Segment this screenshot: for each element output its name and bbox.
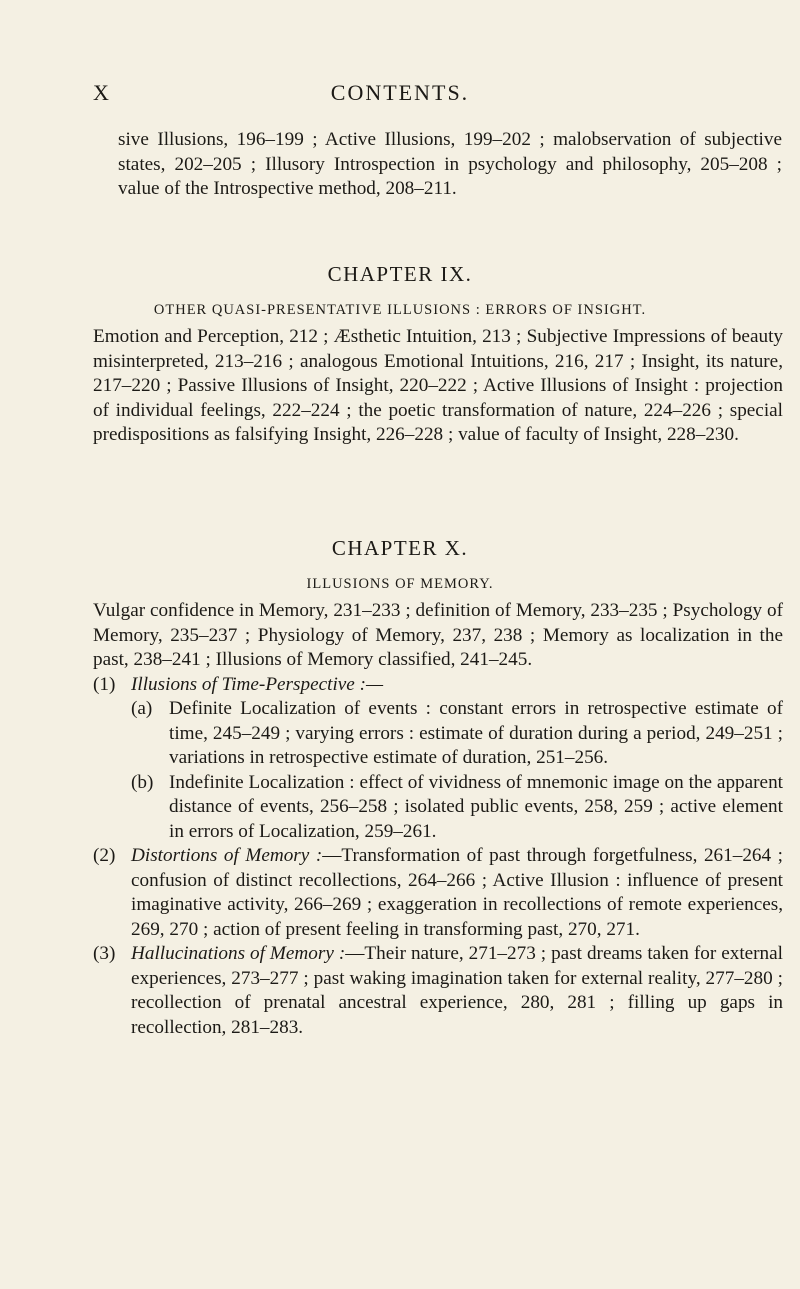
list-item-title: Hallucinations of Memory :: [131, 943, 346, 964]
list-item-1: [93, 673, 783, 845]
list-item-text: —Transformation of past through forgetfulness, 261–264 ; confusion of distinct recollections, 264–266 ; Active Illusion : influence of present imaginative activity, 266–269 ; exaggeration in recollections of remote experiences, 269, 270 ; action of present feeling in transforming past, 270, 271.: [131, 845, 783, 940]
sub-marker: (b): [131, 771, 154, 793]
running-head: [0, 80, 800, 110]
running-head-title: CONTENTS.: [330, 80, 470, 105]
sub-marker: (a): [131, 698, 153, 719]
chapter-x-heading: CHAPTER X.: [331, 536, 469, 560]
list-item-3: [93, 942, 783, 1040]
chapter-x-subtitle: ILLUSIONS OF MEMORY.: [306, 576, 494, 592]
list-marker: (2): [93, 845, 116, 866]
intro-paragraph: sive Illusions, 196–199 ; Active Illusions, 199–202 ; malobservation of subjective states, 202–205 ; Illusory Introspection in psychology and philosophy, 205–208 ; value of the Introspective method, 208–211.: [118, 129, 782, 199]
intro-block: [118, 128, 782, 202]
sub-item-a: [131, 697, 783, 771]
list-marker: (3): [93, 943, 116, 964]
chapter-x-block: [93, 599, 783, 1040]
sub-item-b: [131, 771, 783, 845]
list-item-title: Illusions of Time-Perspective :—: [131, 673, 384, 695]
page-numeral: X: [93, 80, 110, 105]
chapter-x-paragraph: Vulgar confidence in Memory, 231–233 ; definition of Memory, 233–235 ; Psychology of Memory, 235–237 ; Physiology of Memory, 237, 238 ; Memory as localization in the past, 238–241 ; Illusions of Memory classified, 241–245.: [93, 600, 783, 670]
list-item-2: [93, 844, 783, 942]
sub-item-text: Definite Localization of events : constant errors in retrospective estimate of time, 245–249 ; varying errors : estimate of duration during a period, 249–251 ; variations in retrospective estimate of duration, 251–256.: [169, 698, 783, 768]
chapter-ix-subtitle: OTHER QUASI-PRESENTATIVE ILLUSIONS : ERRORS OF INSIGHT.: [153, 302, 647, 318]
sub-item-text: Indefinite Localization : effect of vividness of mnemonic image on the apparent distance of events, 256–258 ; isolated public events, 258, 259 ; active element in errors of Localization, 259–261.: [169, 771, 783, 842]
chapter-ix-paragraph: Emotion and Perception, 212 ; Æsthetic Intuition, 213 ; Subjective Impressions of beauty misinterpreted, 213–216 ; analogous Emotional Intuitions, 216, 217 ; Insight, its nature, 217–220 ; Passive Illusions of Insight, 220–222 ; Active Illusions of Insight : projection of individual feelings, 222–224 ; the poetic transformation of nature, 224–226 ; special predispositions as falsifying Insight, 226–228 ; value of faculty of Insight, 228–230.: [93, 326, 783, 445]
list-item-title: Distortions of Memory :: [131, 845, 323, 866]
list-marker: (1): [93, 673, 116, 695]
list-item-text: —Their nature, 271–273 ; past dreams taken for external experiences, 273–277 ; past waking imagination taken for external reality, 277–280 ; recollection of prenatal ancestral experience, 280, 281 ; filling up gaps in recollection, 281–283.: [131, 943, 783, 1038]
chapter-ix-block: [93, 325, 783, 448]
chapter-ix-heading: CHAPTER IX.: [327, 262, 473, 286]
